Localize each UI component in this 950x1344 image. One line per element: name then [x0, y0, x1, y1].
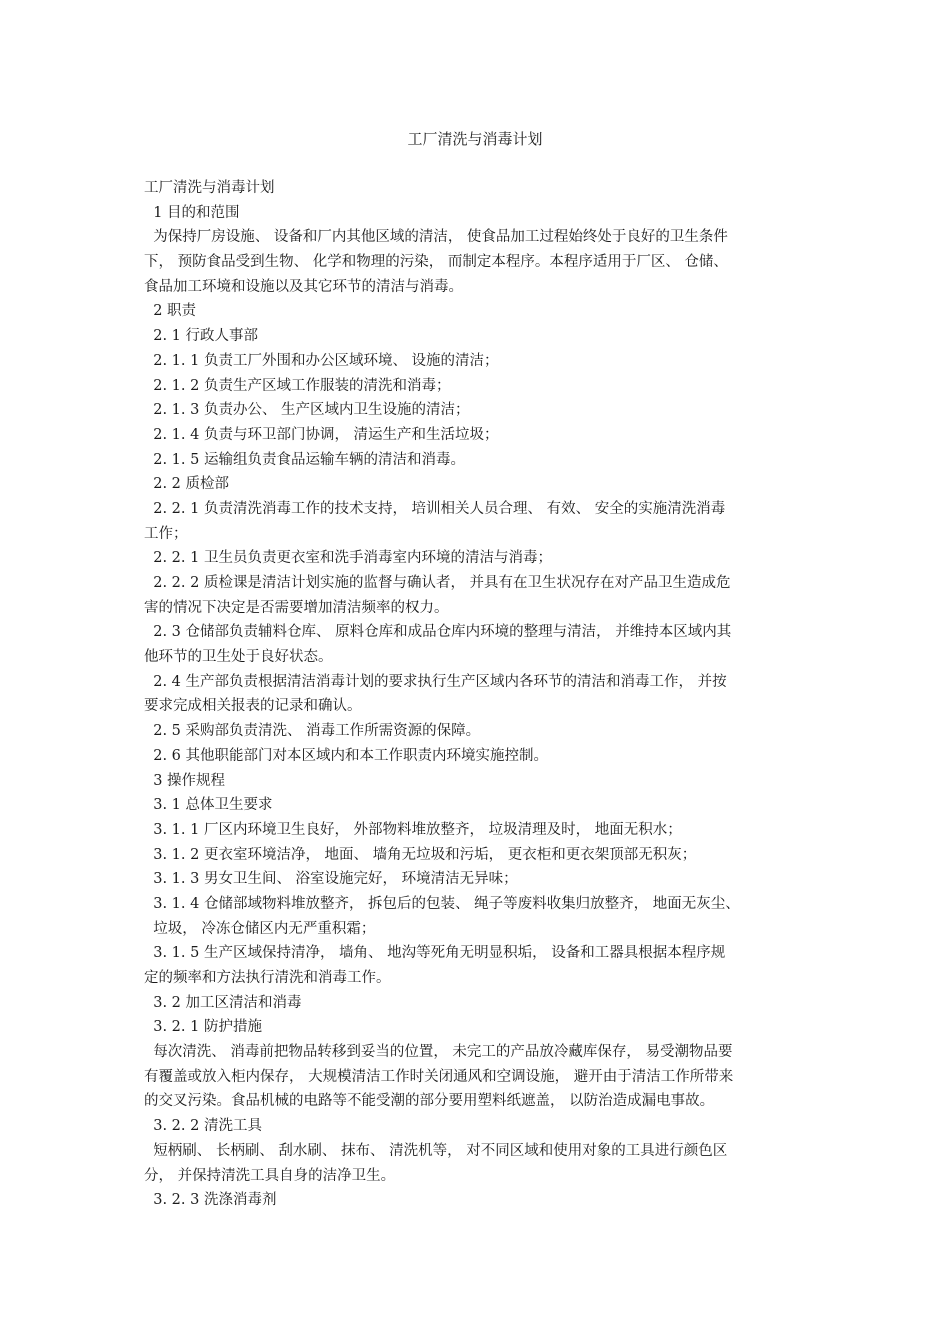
text-line: 3 操作规程 [144, 772, 226, 789]
text-line: 2. 1. 1 负责工厂外围和办公区域环境、 设施的清洁； [144, 352, 499, 369]
text-line: 定的频率和方法执行清洗和消毒工作。 [144, 970, 391, 986]
text-line: 2. 2. 1 负责清洗消毒工作的技术支持， 培训相关人员合理、 有效、 安全的实施清洗消毒 [144, 500, 726, 517]
text-line: 3. 2. 3 洗涤消毒剂 [144, 1192, 277, 1209]
text-line: 2. 4 生产部负责根据清洁消毒计划的要求执行生产区域内各环节的清洁和消毒工作， 并按 [144, 673, 727, 690]
text-line: 为保持厂房设施、 设备和厂内其他区域的清洁， 使食品加工过程始终处于良好的卫生条件 [144, 229, 728, 246]
text-line: 2. 3 仓储部负责辅料仓库、 原料仓库和成品仓库内环境的整理与清洁， 并维持本区域内其 [144, 624, 732, 641]
text-line: 3. 1 总体卫生要求 [144, 797, 273, 814]
text-line: 短柄刷、 长柄刷、 刮水刷、 抹布、 清洗机等， 对不同区域和使用对象的工具进行颜色区 [144, 1142, 728, 1159]
text-line: 3. 1. 5 生产区域保持清净， 墙角、 地沟等死角无明显积垢， 设备和工器具根据本程序规 [144, 945, 726, 962]
text-line: 的交叉污染。食品机械的电路等不能受潮的部分要用塑料纸遮盖， 以防治造成漏电事故。 [144, 1093, 715, 1110]
text-line: 3. 2 加工区清洁和消毒 [144, 994, 302, 1011]
text-line: 工厂清洗与消毒计划 [144, 180, 275, 196]
text-line: 食品加工环境和设施以及其它环节的清洁与消毒。 [144, 278, 463, 295]
document-body [144, 176, 814, 1213]
text-line: 3. 2. 1 防护措施 [144, 1019, 262, 1036]
text-line: 害的情况下决定是否需要增加清洁频率的权力。 [144, 599, 449, 616]
text-line: 要求完成相关报表的记录和确认。 [144, 698, 362, 715]
text-line: 2. 1 行政人事部 [144, 328, 258, 345]
text-line: 3. 1. 4 仓储部域物料堆放整齐， 拆包后的包装、 绳子等废料收集归放整齐， 地面无灰尘、 [144, 895, 740, 912]
text-line: 有覆盖或放入柜内保存， 大规模清洁工作时关闭通风和空调设施， 避开由于清洁工作所带来 [144, 1068, 734, 1085]
text-line: 2. 2. 1 卫生员负责更衣室和洗手消毒室内环境的清洁与消毒； [144, 550, 552, 567]
text-line: 2 职责 [144, 303, 197, 320]
text-line: 2. 5 采购部负责清洗、 消毒工作所需资源的保障。 [144, 723, 481, 740]
text-line: 1 目的和范围 [144, 204, 240, 221]
text-line: 2. 6 其他职能部门对本区域内和本工作职责内环境实施控制。 [144, 747, 548, 764]
text-line: 分， 并保持清洗工具自身的洁净卫生。 [144, 1167, 396, 1184]
text-line: 他环节的卫生处于良好状态。 [144, 649, 333, 666]
text-line: 垃圾， 冷冻仓储区内无严重积霜； [144, 920, 376, 937]
text-line: 2. 2 质检部 [144, 476, 229, 493]
text-line: 3. 2. 2 清洗工具 [144, 1118, 262, 1135]
text-line: 2. 1. 5 运输组负责食品运输车辆的清洁和消毒。 [144, 451, 465, 468]
text-line: 下， 预防食品受到生物、 化学和物理的污染， 而制定本程序。本程序适用于厂区、 仓储、 [144, 254, 728, 271]
text-line: 3. 1. 2 更衣室环境洁净， 地面、 墙角无垃圾和污垢， 更衣柜和更衣架顶部无积灰； [144, 846, 697, 863]
page-title: 工厂清洗与消毒计划 [407, 130, 543, 148]
text-line: 3. 1. 3 男女卫生间、 浴室设施完好， 环境清洁无异味； [144, 871, 518, 888]
text-line: 2. 1. 4 负责与环卫部门协调， 清运生产和生活垃圾； [144, 426, 499, 443]
text-line: 2. 1. 2 负责生产区域工作服装的清洗和消毒； [144, 377, 451, 394]
text-line: 3. 1. 1 厂区内环境卫生良好， 外部物料堆放整齐， 垃圾清理及时， 地面无积水； [144, 821, 682, 838]
text-line: 2. 2. 2 质检课是清洁计划实施的监督与确认者， 并具有在卫生状况存在对产品卫生造成危 [144, 575, 731, 591]
text-line: 2. 1. 3 负责办公、 生产区域内卫生设施的清洁； [144, 402, 470, 419]
text-line: 每次清洗、 消毒前把物品转移到妥当的位置， 未完工的产品放冷藏库保存， 易受潮物品要 [144, 1044, 733, 1061]
text-line: 工作； [144, 525, 188, 542]
